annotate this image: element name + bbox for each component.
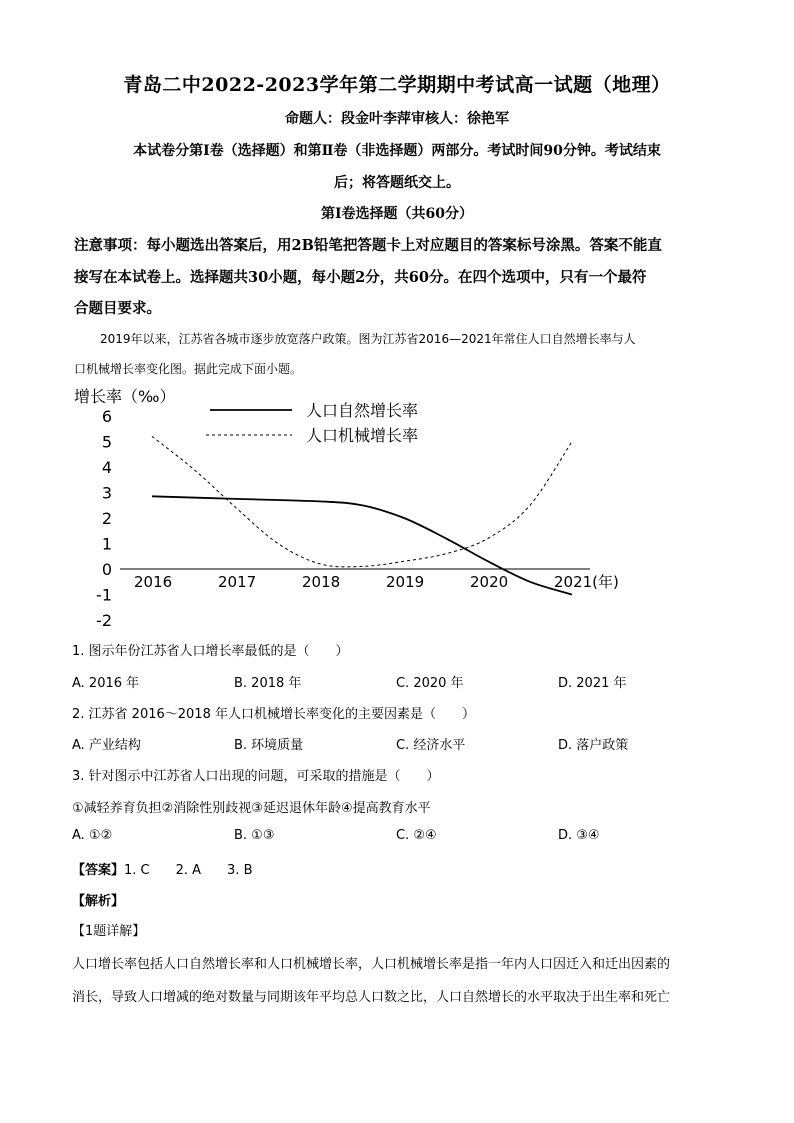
question-2-option-a: A. 产业结构 [72,738,141,753]
question-2-option-d: D. 落户政策 [558,738,629,753]
question-3-measures: ①减轻养育负担②消除性别歧视③延迟退休年龄④提高教育水平 [72,801,431,816]
question-1-option-c: C. 2020 年 [396,676,464,691]
answer-values: 1. C 2. A 3. B [124,863,253,878]
x-tick-label: 2017 [218,573,257,591]
x-tick-label: 2021(年) [554,573,619,591]
authors-line: 命题人：段金叶李萍审核人：徐艳军 [285,111,509,127]
section-heading: 第Ⅰ卷选择题（共60分） [320,206,474,222]
page-title: 青岛二中2022-2023学年第二学期期中考试高一试题（地理） [123,74,671,96]
analysis-label: 【解析】 [72,894,125,909]
x-tick-label: 2020 [470,573,509,591]
question-1-option-a: A. 2016 年 [72,676,140,691]
intro-line-1: 2019年以来，江苏省各城市逐步放宽落户政策。图为江苏省2016—2021年常住人口自然增长率与人 [100,332,636,346]
y-tick-label: 3 [101,483,112,503]
analysis-line-1: 人口增长率包括人口自然增长率和人口机械增长率，人口机械增长率是指一年内人口因迁入和迁出因素的 [72,957,671,972]
question-1-option-d: D. 2021 年 [558,676,627,691]
x-tick-label: 2019 [386,573,425,591]
y-tick-label: 2 [101,509,112,528]
y-tick-label: -1 [96,585,112,605]
x-tick-label: 2016 [134,573,173,591]
question-2-option-b: B. 环境质量 [234,738,304,753]
y-tick-label: -2 [96,611,112,630]
notice-line-1: 注意事项：每小题选出答案后，用2B铅笔把答题卡上对应题目的答案标号涂黑。答案不能直 [74,237,662,254]
question-1-stem: 1. 图示年份江苏省人口增长率最低的是（ ） [72,644,349,659]
analysis-line-2: 消长，导致人口增减的绝对数量与同期该年平均总人口数之比，人口自然增长的水平取决于出生率和死亡 [72,990,671,1005]
answer-line [72,859,794,878]
intro-line-2: 口机械增长率变化图。据此完成下面小题。 [74,362,303,376]
y-tick-label: 4 [101,458,112,477]
y-axis-label: 增长率（‰） [74,387,176,406]
population-growth-chart [60,380,620,630]
y-tick-label: 1 [101,534,112,554]
exam-info-line-2: 后；将答题纸交上。 [334,175,460,191]
series-natural-growth-line [152,496,572,594]
y-tick-label: 6 [101,407,112,426]
question-2-stem: 2. 江苏省 2016～2018 年人口机械增长率变化的主要因素是（ ） [72,707,475,722]
legend-label-mechanical: 人口机械增长率 [306,426,419,445]
question-3-option-d: D. ③④ [558,828,600,843]
answer-label: 【答案】 [72,863,125,878]
legend-label-natural: 人口自然增长率 [306,401,419,420]
y-tick-label: 5 [101,432,112,452]
y-tick-label: 0 [101,560,112,579]
question-3-option-c: C. ②④ [396,828,437,843]
question-3-stem: 3. 针对图示中江苏省人口出现的问题，可采取的措施是（ ） [72,769,440,784]
notice-line-2: 接写在本试卷上。选择题共30小题，每小题2分，共60分。在四个选项中，只有一个最符 [74,269,647,286]
x-tick-label: 2018 [302,573,341,591]
question-1-option-b: B. 2018 年 [234,676,302,691]
analysis-detail-label: 【1题详解】 [72,924,146,939]
question-2-option-c: C. 经济水平 [396,738,466,753]
question-3-option-b: B. ①③ [234,828,275,843]
exam-info-line-1: 本试卷分第Ⅰ卷（选择题）和第Ⅱ卷（非选择题）两部分。考试时间90分钟。考试结束 [133,143,661,159]
series-mechanical-growth-line [152,436,572,566]
question-3-option-a: A. ①② [72,828,113,843]
notice-line-3: 合题目要求。 [74,300,161,317]
